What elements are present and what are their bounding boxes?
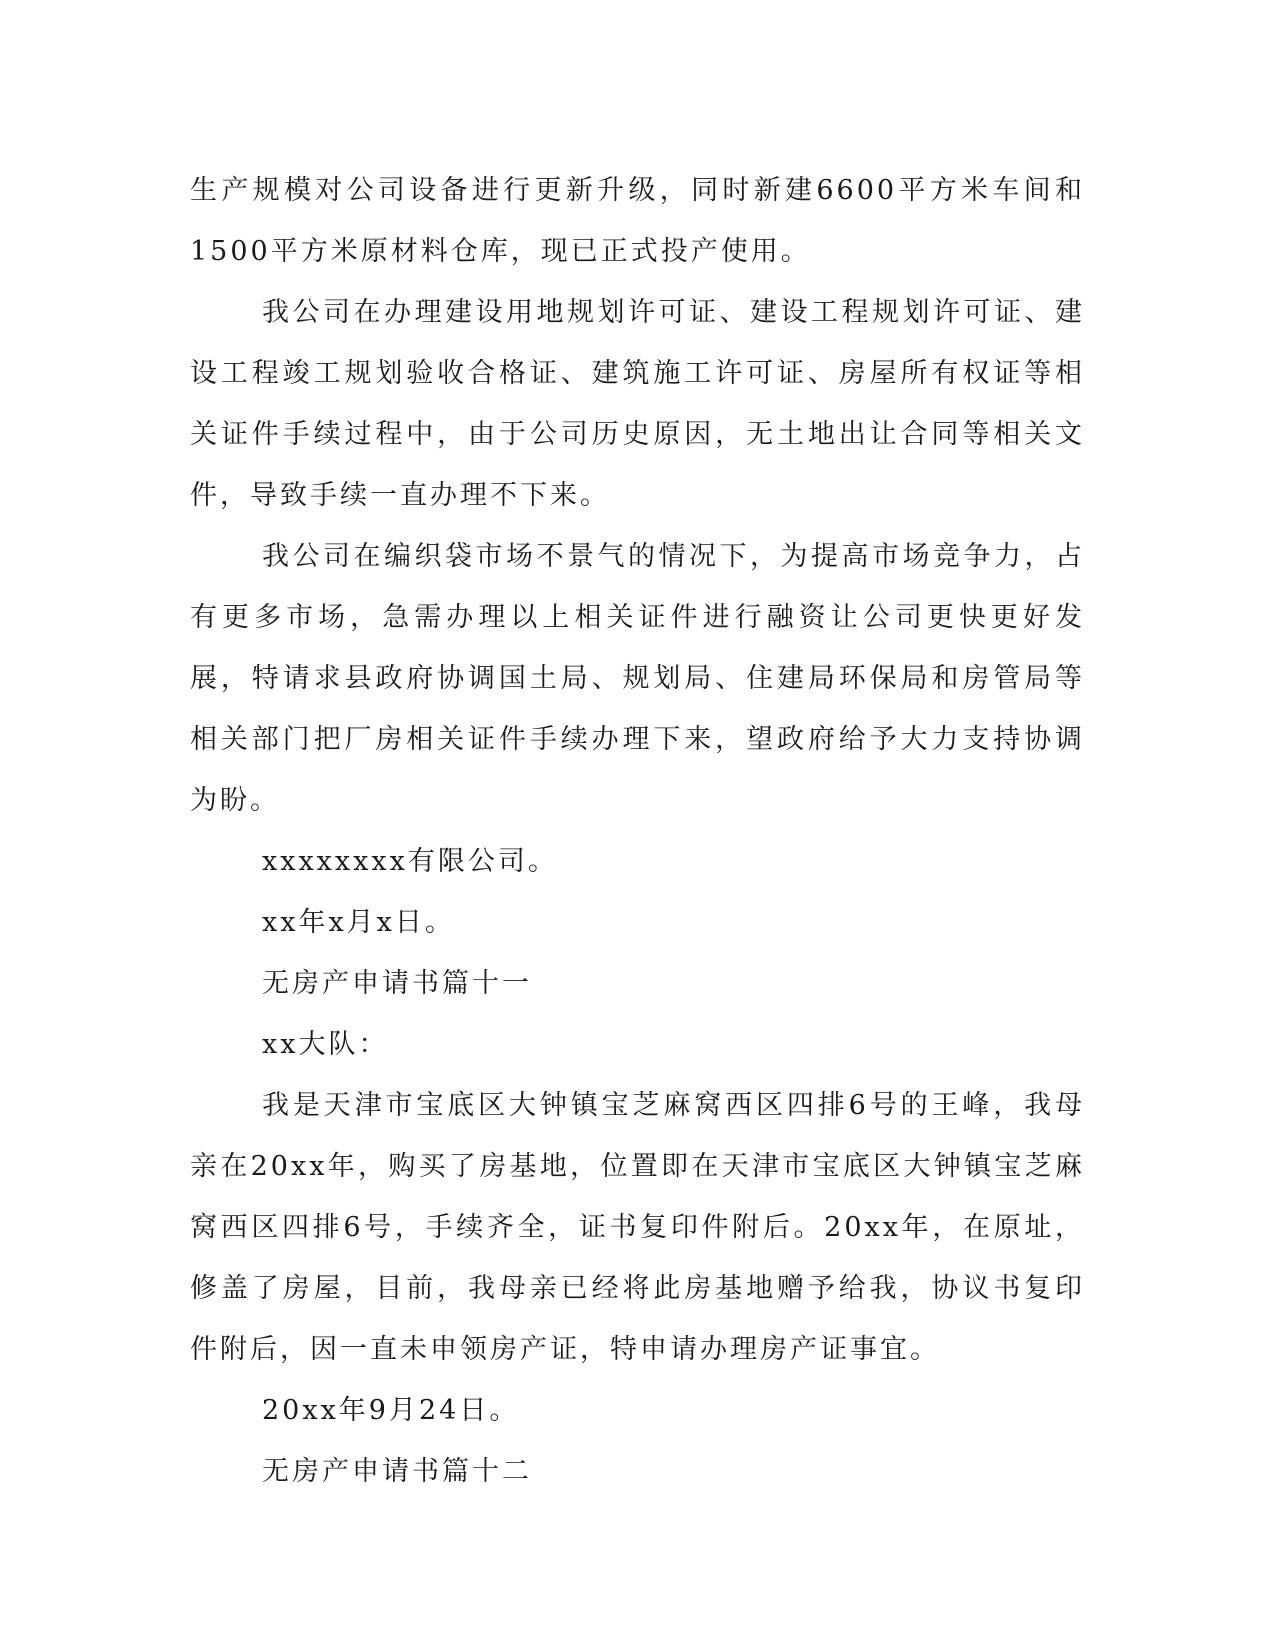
signature-company: xxxxxxxx有限公司。: [262, 846, 558, 877]
paragraph-expansion-continued: 生产规模对公司设备进行更新升级，同时新建6600平方米车间和1500平方米原材料仓库，现已正式投产使用。: [190, 175, 1085, 267]
signature-date: xx年x月x日。: [262, 907, 455, 938]
paragraph-request: 我公司在编织袋市场不景气的情况下，为提高市场竞争力，占有更多市场，急需办理以上相关证件进行融资让公司更快更好发展，特请求县政府协调国土局、规划局、住建局环保局和房管局等相关部门把厂房相关证件手续办理下来，望政府给予大力支持协调为盼。: [190, 541, 1085, 816]
document-body: [190, 160, 1085, 1502]
section-heading-11: 无房产申请书篇十一: [262, 968, 532, 999]
paragraph-application: 我是天津市宝底区大钟镇宝芝麻窝西区四排6号的王峰，我母亲在20xx年，购买了房基地，位置即在天津市宝底区大钟镇宝芝麻窝西区四排6号，手续齐全，证书复印件附后。20xx年，在原址，修盖了房屋，目前，我母亲已经将此房基地赠予给我，协议书复印件附后，因一直未申领房产证，特申请办理房产证事宜。: [190, 1090, 1085, 1365]
paragraph-permit-issue: 我公司在办理建设用地规划许可证、建设工程规划许可证、建设工程竣工规划验收合格证、建筑施工许可证、房屋所有权证等相关证件手续过程中，由于公司历史原因，无土地出让合同等相关文件，导致手续一直办理不下来。: [190, 297, 1085, 511]
salutation: xx大队：: [262, 1029, 389, 1060]
application-date: 20xx年9月24日。: [262, 1395, 520, 1426]
section-heading-12: 无房产申请书篇十二: [262, 1456, 532, 1487]
